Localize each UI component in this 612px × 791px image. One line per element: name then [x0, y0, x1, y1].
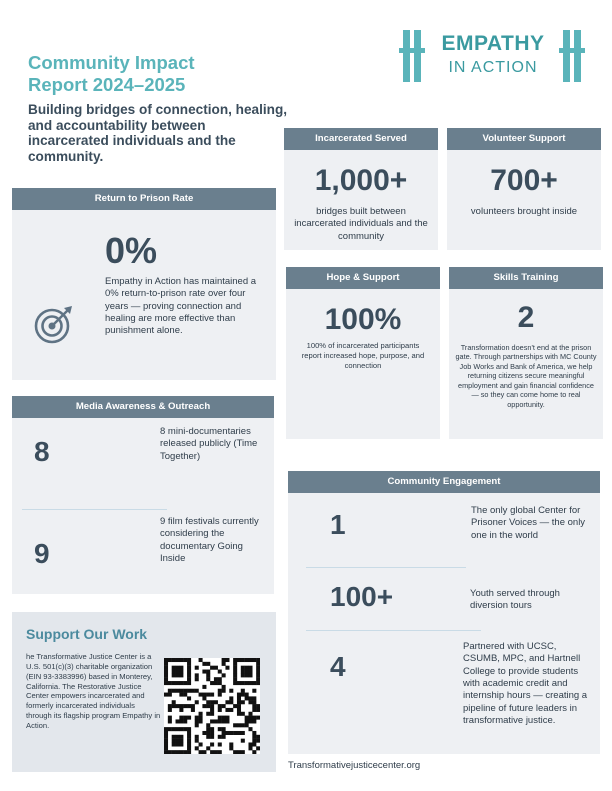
incarcerated-served-card: [284, 128, 438, 250]
community-item-value: 100+: [330, 581, 394, 612]
volunteer-support-text: volunteers brought inside: [470, 206, 578, 217]
logo-text-empathy: EMPATHY: [441, 32, 545, 55]
return-rate-card: [12, 188, 276, 380]
qr-code[interactable]: [164, 658, 260, 754]
support-card: [12, 612, 276, 772]
incarcerated-served-text: bridges built between incarcerated individuals and the community: [294, 206, 428, 242]
return-rate-header: Return to Prison Rate: [12, 188, 276, 210]
incarcerated-served-value: 1,000+: [314, 164, 408, 197]
volunteer-support-card: [447, 128, 601, 250]
divider: [306, 630, 481, 631]
hope-support-text: 100% of incarcerated participants report increased hope, purpose, and connection: [301, 341, 425, 370]
hope-support-header: Hope & Support: [286, 267, 440, 289]
empathy-in-action-logo: [399, 28, 585, 84]
media-item-text: 8 mini-documentaries released publicly (Time Together): [160, 426, 258, 462]
media-item-text: 9 film festivals currently considering the documentary Going Inside: [160, 516, 259, 565]
divider: [306, 567, 466, 568]
return-rate-text: Empathy in Action has maintained a 0% return-to-prison rate over four years — proving connection and healing are more effective than punishment alone.: [105, 276, 257, 337]
community-item-text: The only global Center for Prisoner Voices — the only one in the world: [471, 505, 586, 541]
page-subtitle: Building bridges of connection, healing, and accountability between incarcerated individuals and the community.: [28, 102, 288, 164]
page-title: [28, 52, 288, 95]
community-engagement-header: Community Engagement: [288, 471, 600, 493]
title-line-2: Report 2024–2025: [28, 73, 186, 95]
media-item-value: 8: [34, 436, 50, 467]
media-item-value: 9: [34, 538, 50, 569]
community-item-value: 4: [330, 651, 346, 682]
return-rate-value: 0%: [105, 230, 158, 271]
media-outreach-card: [12, 396, 274, 594]
incarcerated-served-header: Incarcerated Served: [284, 128, 438, 150]
support-title: Support Our Work: [26, 626, 148, 642]
skills-training-card: [449, 267, 603, 439]
volunteer-support-value: 700+: [490, 164, 558, 197]
community-item-value: 1: [330, 509, 346, 540]
hope-support-value: 100%: [324, 303, 402, 336]
title-line-1: Community Impact: [28, 52, 195, 73]
website-link[interactable]: Transformativejusticecenter.org: [288, 760, 421, 771]
community-item-text: Youth served through diversion tours: [470, 588, 560, 612]
volunteer-support-header: Volunteer Support: [447, 128, 601, 150]
divider: [22, 509, 167, 510]
support-text: he Transformative Justice Center is a U.S. 501(c)(3) charitable organization (EIN 93-3383996) based in Monterey, California. The Restorative Justice Center empowers incarcerated and formerly incarcerated individuals through its flagship program Empathy in Action.: [26, 652, 161, 731]
community-engagement-card: [288, 471, 600, 754]
skills-training-header: Skills Training: [449, 267, 603, 289]
target-icon: [34, 304, 74, 344]
community-item-text: Partnered with UCSC, CSUMB, MPC, and Hartnell College to provide students with academic credit and internship hours — creating a pipeline of future leaders in transformative justice.: [463, 641, 588, 727]
hope-support-card: [286, 267, 440, 439]
logo-text-in-action: IN ACTION: [448, 59, 538, 76]
skills-training-value: 2: [517, 301, 535, 334]
media-outreach-header: Media Awareness & Outreach: [12, 396, 274, 418]
skills-training-text: Transformation doesn't end at the prison gate. Through partnerships with MC County Job Works and Bank of America, we help returning citizens secure meaningful employment and gain financial confidence — so they can come home to real opportunity.: [455, 343, 597, 409]
